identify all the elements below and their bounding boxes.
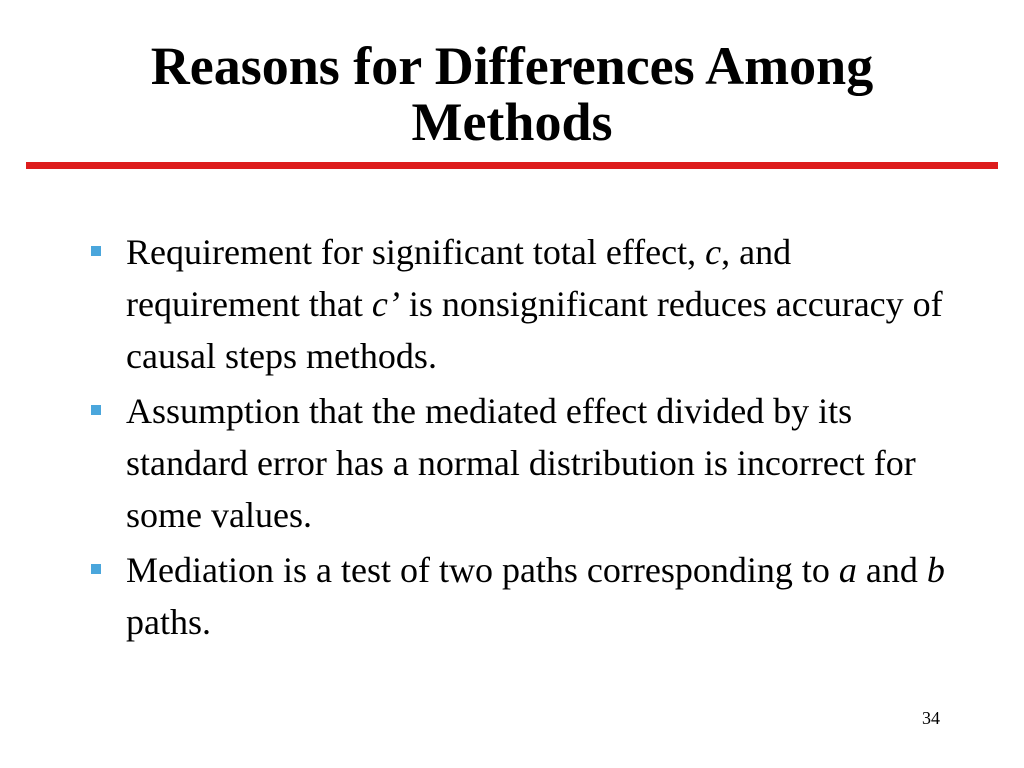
bullet-list (90, 226, 970, 651)
bullet-text: Requirement for significant total effect, (126, 232, 706, 272)
variable-b: b (926, 550, 945, 590)
slide-title-line-1: Reasons for Differences Among (150, 36, 874, 96)
title-divider (26, 162, 998, 169)
bullet-text: , and requirement that (126, 232, 792, 324)
square-bullet-icon (91, 405, 101, 415)
variable-c: c (705, 232, 722, 272)
slide-number: 34 (922, 708, 940, 728)
bullet-item-two-paths (90, 544, 970, 648)
slide-title-line-2: Methods (411, 92, 613, 152)
bullet-item-normal-distribution (90, 385, 970, 541)
bullet-text: is nonsignificant reduces accuracy of causal steps methods. (126, 284, 943, 376)
bullet-text: Assumption that the mediated effect divided by its standard error has a normal distribution is incorrect for some values. (126, 391, 916, 535)
bullet-item-causal-steps (90, 226, 970, 382)
variable-a: a (838, 550, 857, 590)
bullet-text: and (856, 550, 927, 590)
square-bullet-icon (91, 564, 101, 574)
bullet-text: paths. (126, 602, 211, 642)
variable-c-prime: c’ (371, 284, 400, 324)
slide-title (40, 38, 984, 150)
square-bullet-icon (91, 246, 101, 256)
bullet-text: Mediation is a test of two paths corresponding to (126, 550, 839, 590)
